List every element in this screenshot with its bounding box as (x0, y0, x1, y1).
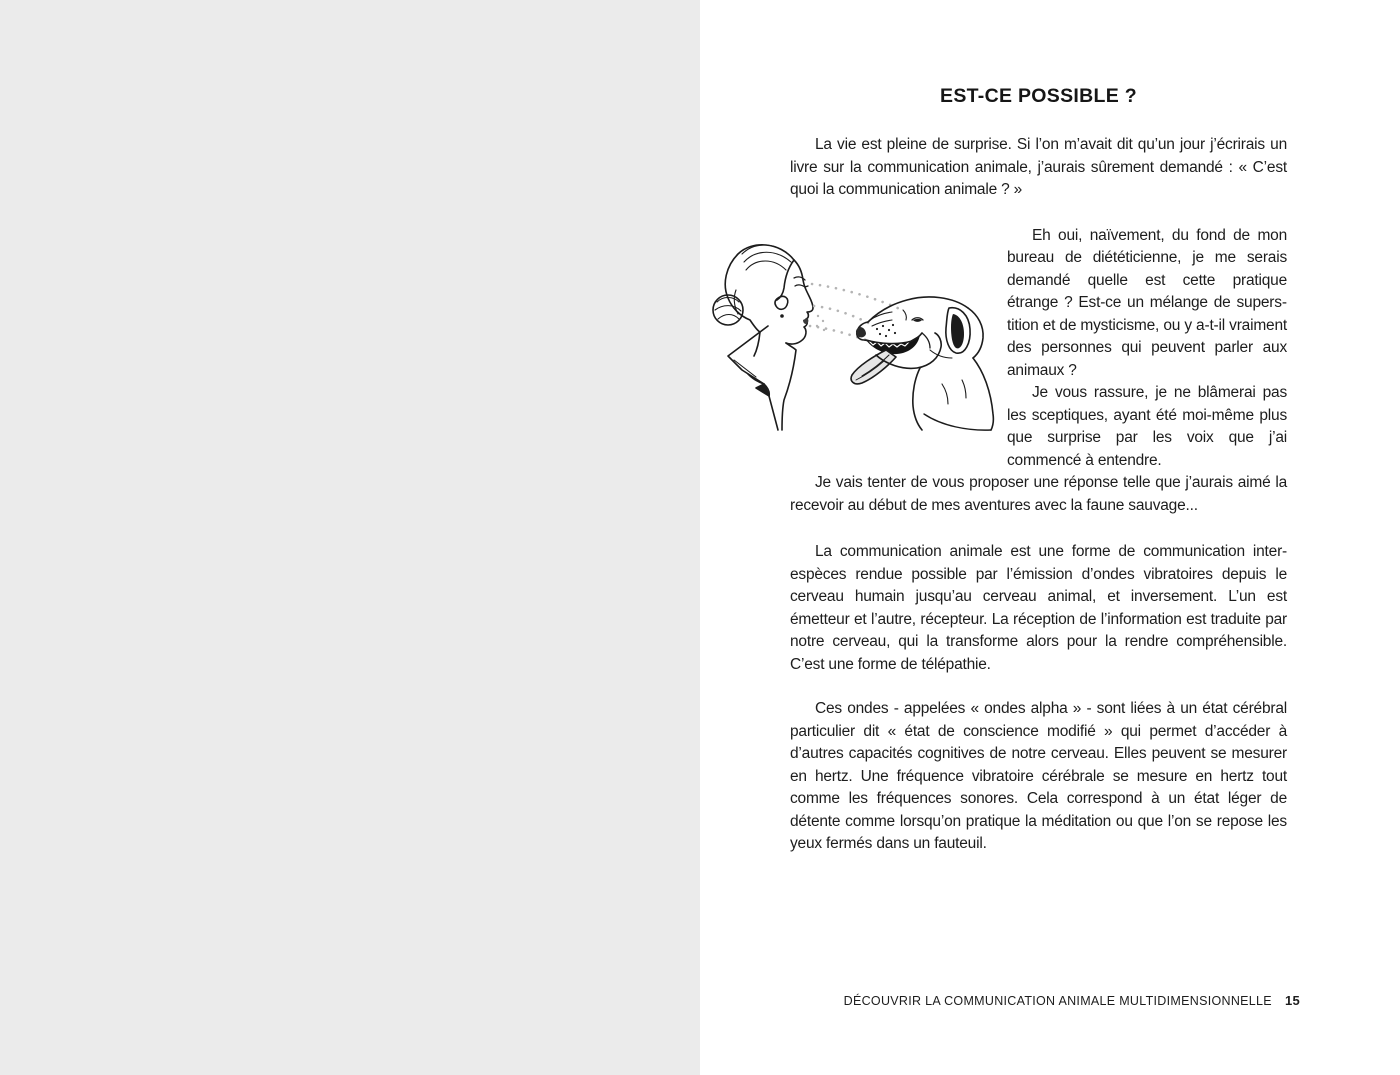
paragraph-alpha-waves: Ces ondes - appelées « ondes alpha » - sont liées à un état cérébral particulier dit « état de conscience modifié » qui permet d’accéder à d’autres capacités cognitives de notre cerveau. Elles peuvent se mesurer en hertz. Une fréquence vibratoire cérébrale se mesure en hertz tout comme les fréquences sonores. Cela correspond à un état léger de détente comme lorsqu’on pratique la méditation ou que l’on se repose les yeux fermés dans un fauteuil. (790, 700, 1287, 852)
paragraph-naively: Eh oui, naïvement, du fond de mon bureau de diététicienne, je me serais demandé quelle est cette pratique étrange ? Est-ce un mélange de superstition et de mysticisme, ou y a-t-il vraiment des personnes qui peuvent parler aux animaux ? (1007, 226, 1287, 379)
telepathy-illustration-svg (706, 234, 998, 434)
paragraph-reassure: Je vous rassure, je ne blâmerai pas les sceptiques, ayant été moi-même plus que surprise par les voix que j’ai commencé à entendre. (1007, 384, 1287, 469)
page-number: 15 (1284, 993, 1300, 1008)
speech-dots (816, 314, 825, 330)
woman-figure (713, 244, 813, 429)
book-page (700, 0, 1400, 1075)
running-footer (844, 993, 1300, 1008)
chapter-title: EST-CE POSSIBLE ? (940, 85, 1137, 107)
paragraph-intro: La vie est pleine de surprise. Si l’on m’avait dit qu’un jour j’écrirais un livre sur la communication animale, j’aurais sûrement demandé : « C’est quoi la communication animale ? » (790, 136, 1287, 198)
running-title: DÉCOUVRIR LA COMMUNICATION ANIMALE MULTIDIMENSIONNELLE (843, 994, 1272, 1008)
paragraph-definition: La communication animale est une forme de communication inter-espèces rendue possible par l’émission d’ondes vibratoires depuis le cerveau humain jusqu’au cerveau animal, et inversement. L’un est émetteur et l’autre, récepteur. La réception de l’information est traduite par notre cerveau, qui la transforme alors pour la rendre compréhensible. C’est une forme de télépathie. (790, 543, 1287, 673)
illustration-row (706, 225, 1287, 473)
dog-figure (851, 296, 993, 429)
woman-dog-telepathy-illustration (706, 234, 998, 434)
wrapped-text-column (1007, 225, 1287, 473)
paragraph-answer: Je vais tenter de vous proposer une réponse telle que j’aurais aimé la recevoir au début de mes aventures avec la faune sauvage... (790, 474, 1287, 514)
